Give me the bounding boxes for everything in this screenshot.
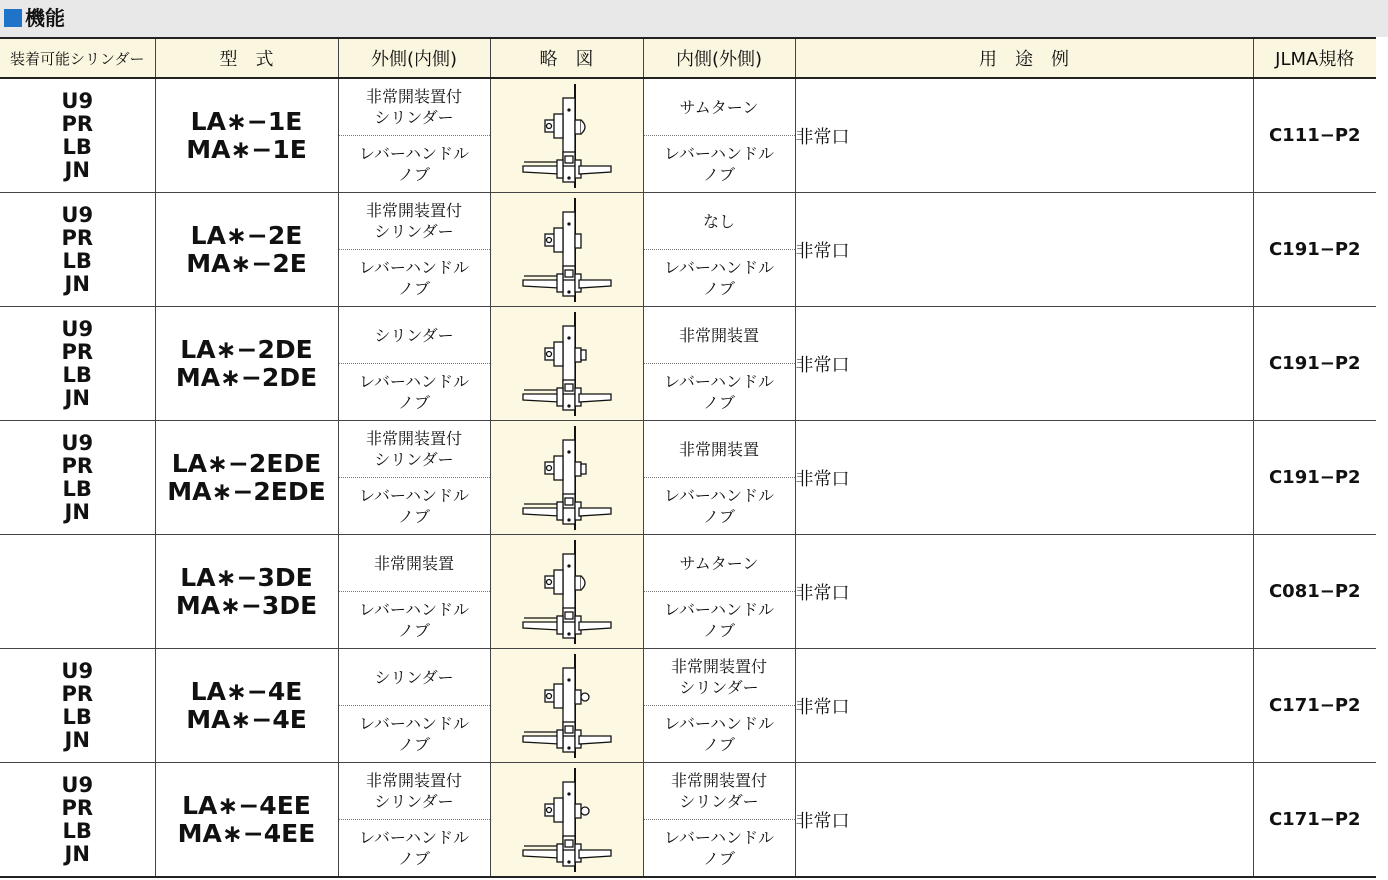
section-header	[0, 0, 1388, 37]
text-line: LB	[62, 818, 92, 843]
inside-lock-label: なし	[702, 211, 735, 231]
cylinder-cell	[0, 649, 155, 763]
table-row	[0, 649, 1376, 763]
header-use: 用 途 例	[795, 38, 1253, 78]
text-line: JN	[64, 385, 90, 410]
standard-cell: C081−P2	[1253, 535, 1376, 649]
inside-lock	[644, 763, 795, 820]
outside-lock	[339, 79, 490, 136]
outside-cell	[338, 78, 490, 193]
cylinder-cell	[0, 78, 155, 193]
outside-handle	[339, 820, 490, 876]
header-cylinder: 装着可能シリンダー	[0, 38, 155, 78]
header-outside: 外側(内側)	[338, 38, 490, 78]
use-cell: 非常口	[795, 307, 1253, 421]
inside-handle-label: レバーハンドル ノブ	[663, 714, 775, 754]
inside-lock	[644, 421, 795, 478]
text-line: JN	[64, 841, 90, 866]
text-line: LA∗−1E	[190, 106, 303, 136]
inside-handle	[644, 592, 795, 648]
diagram-cell	[490, 649, 643, 763]
use-cell: 非常口	[795, 649, 1253, 763]
text-line: JN	[64, 727, 90, 752]
text-line: MA∗−4E	[186, 704, 307, 734]
cylinder-cell	[0, 307, 155, 421]
text-line: U9	[61, 658, 94, 683]
outside-handle-label: レバーハンドル ノブ	[358, 486, 470, 526]
inside-lock	[644, 535, 795, 592]
text-line: PR	[61, 111, 94, 136]
outside-lock-label: 非常開装置付 シリンダー	[365, 87, 462, 127]
text-line: MA∗−2E	[186, 248, 307, 278]
text-line: JN	[64, 271, 90, 296]
lock-diagram-icon	[519, 766, 615, 874]
inside-handle	[644, 706, 795, 762]
outside-handle	[339, 592, 490, 648]
function-table	[0, 37, 1376, 878]
lock-diagram-icon	[519, 310, 615, 418]
outside-handle-label: レバーハンドル ノブ	[358, 828, 470, 868]
outside-handle-label: レバーハンドル ノブ	[358, 714, 470, 754]
outside-lock-label: 非常開装置	[373, 553, 454, 573]
outside-handle-label: レバーハンドル ノブ	[358, 144, 470, 184]
header-standard: JLMA規格	[1253, 38, 1376, 78]
cylinder-cell	[0, 535, 155, 649]
model-cell	[155, 763, 338, 878]
text-line: PR	[61, 681, 94, 706]
inside-cell	[643, 535, 795, 649]
text-line: LB	[62, 704, 92, 729]
text-line: LA∗−2DE	[180, 334, 313, 364]
header-model: 型 式	[155, 38, 338, 78]
use-cell: 非常口	[795, 535, 1253, 649]
text-line: LA∗−4E	[190, 676, 303, 706]
blue-square-icon	[4, 9, 22, 27]
standard-cell: C171−P2	[1253, 763, 1376, 878]
inside-lock	[644, 79, 795, 136]
standard-cell: C171−P2	[1253, 649, 1376, 763]
diagram-cell	[490, 78, 643, 193]
text-line: U9	[61, 88, 94, 113]
outside-lock	[339, 307, 490, 364]
inside-lock	[644, 307, 795, 364]
inside-cell	[643, 78, 795, 193]
standard-cell: C191−P2	[1253, 193, 1376, 307]
inside-cell	[643, 307, 795, 421]
inside-handle-label: レバーハンドル ノブ	[663, 828, 775, 868]
diagram-cell	[490, 307, 643, 421]
text-line: PR	[61, 339, 94, 364]
inside-handle	[644, 136, 795, 192]
use-cell: 非常口	[795, 78, 1253, 193]
outside-handle-label: レバーハンドル ノブ	[358, 258, 470, 298]
text-line: MA∗−2DE	[175, 362, 318, 392]
outside-lock-label: 非常開装置付 シリンダー	[365, 201, 462, 241]
outside-lock	[339, 193, 490, 250]
inside-cell	[643, 421, 795, 535]
model-cell	[155, 307, 338, 421]
inside-lock-label: サムターン	[679, 553, 759, 573]
text-line: LA∗−3DE	[180, 562, 313, 592]
outside-lock	[339, 535, 490, 592]
model-cell	[155, 649, 338, 763]
outside-handle	[339, 706, 490, 762]
inside-handle-label: レバーハンドル ノブ	[663, 258, 775, 298]
lock-diagram-icon	[519, 196, 615, 304]
header-inside: 内側(外側)	[643, 38, 795, 78]
cylinder-cell	[0, 193, 155, 307]
outside-cell	[338, 763, 490, 878]
outside-cell	[338, 649, 490, 763]
inside-handle-label: レバーハンドル ノブ	[663, 372, 775, 412]
text-line: LA∗−4EE	[182, 790, 311, 820]
inside-handle-label: レバーハンドル ノブ	[663, 600, 775, 640]
table-row	[0, 421, 1376, 535]
outside-handle	[339, 250, 490, 306]
table-row	[0, 78, 1376, 193]
lock-diagram-icon	[519, 424, 615, 532]
outside-handle-label: レバーハンドル ノブ	[358, 372, 470, 412]
use-cell: 非常口	[795, 193, 1253, 307]
text-line: LB	[62, 476, 92, 501]
table-row	[0, 193, 1376, 307]
outside-lock-label: 非常開装置付 シリンダー	[365, 429, 462, 469]
text-line: U9	[61, 430, 94, 455]
outside-cell	[338, 193, 490, 307]
table-row	[0, 535, 1376, 649]
text-line: JN	[64, 157, 90, 182]
outside-lock-label: シリンダー	[374, 667, 454, 687]
standard-cell: C191−P2	[1253, 307, 1376, 421]
text-line: LB	[62, 362, 92, 387]
inside-lock-label: サムターン	[679, 97, 759, 117]
inside-lock-label: 非常開装置付 シリンダー	[670, 771, 767, 811]
inside-cell	[643, 763, 795, 878]
header-diagram: 略 図	[490, 38, 643, 78]
inside-lock-label: 非常開装置	[678, 325, 759, 345]
inside-handle	[644, 478, 795, 534]
cylinder-cell	[0, 421, 155, 535]
section-title: 機能	[25, 6, 65, 30]
text-line: PR	[61, 225, 94, 250]
model-cell	[155, 421, 338, 535]
text-line: MA∗−2EDE	[167, 476, 326, 506]
outside-handle	[339, 364, 490, 420]
outside-cell	[338, 307, 490, 421]
outside-cell	[338, 535, 490, 649]
lock-diagram-icon	[519, 82, 615, 190]
text-line: PR	[61, 453, 94, 478]
diagram-cell	[490, 535, 643, 649]
outside-lock	[339, 763, 490, 820]
inside-handle-label: レバーハンドル ノブ	[663, 486, 775, 526]
inside-handle	[644, 250, 795, 306]
diagram-cell	[490, 421, 643, 535]
inside-lock	[644, 193, 795, 250]
lock-diagram-icon	[519, 652, 615, 760]
inside-lock	[644, 649, 795, 706]
lock-diagram-icon	[519, 538, 615, 646]
outside-lock-label: 非常開装置付 シリンダー	[365, 771, 462, 811]
model-cell	[155, 535, 338, 649]
text-line: U9	[61, 772, 94, 797]
cylinder-cell	[0, 763, 155, 878]
text-line: U9	[61, 316, 94, 341]
inside-lock-label: 非常開装置	[678, 439, 759, 459]
diagram-cell	[490, 763, 643, 878]
diagram-cell	[490, 193, 643, 307]
outside-handle	[339, 136, 490, 192]
text-line: MA∗−1E	[186, 134, 307, 164]
outside-cell	[338, 421, 490, 535]
text-line: LA∗−2E	[190, 220, 303, 250]
outside-lock	[339, 421, 490, 478]
inside-handle-label: レバーハンドル ノブ	[663, 144, 775, 184]
standard-cell: C111−P2	[1253, 78, 1376, 193]
text-line: MA∗−4EE	[177, 818, 316, 848]
model-cell	[155, 78, 338, 193]
outside-handle-label: レバーハンドル ノブ	[358, 600, 470, 640]
inside-handle	[644, 364, 795, 420]
standard-cell: C191−P2	[1253, 421, 1376, 535]
text-line: LB	[62, 248, 92, 273]
text-line: PR	[61, 795, 94, 820]
inside-handle	[644, 820, 795, 876]
model-cell	[155, 193, 338, 307]
use-cell: 非常口	[795, 763, 1253, 878]
outside-lock	[339, 649, 490, 706]
text-line: LA∗−2EDE	[171, 448, 322, 478]
inside-lock-label: 非常開装置付 シリンダー	[670, 657, 767, 697]
header-row	[0, 38, 1376, 78]
text-line: MA∗−3DE	[175, 590, 318, 620]
inside-cell	[643, 193, 795, 307]
inside-cell	[643, 649, 795, 763]
outside-handle	[339, 478, 490, 534]
text-line: LB	[62, 134, 92, 159]
use-cell: 非常口	[795, 421, 1253, 535]
table-row	[0, 307, 1376, 421]
outside-lock-label: シリンダー	[374, 325, 454, 345]
text-line: U9	[61, 202, 94, 227]
text-line: JN	[64, 499, 90, 524]
table-row	[0, 763, 1376, 878]
